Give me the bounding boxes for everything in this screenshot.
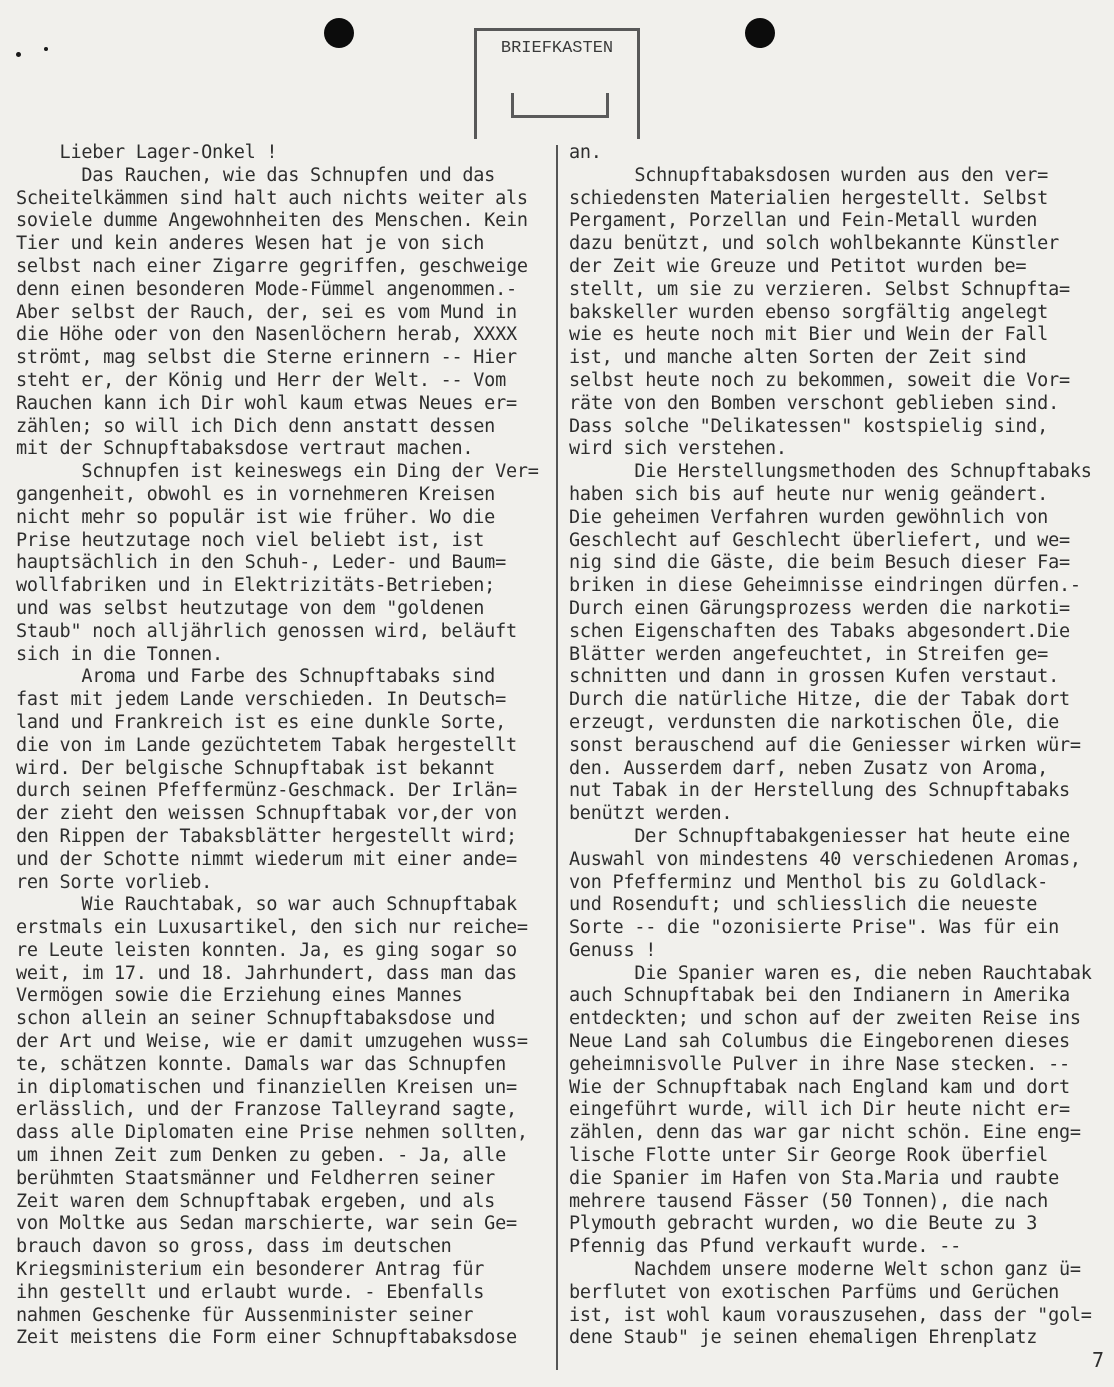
- text-line: benützt werden.: [569, 803, 733, 825]
- ink-speck: [16, 52, 21, 57]
- text-line: Dass solche "Delikatessen" kostspielig sind,: [569, 415, 1049, 437]
- text-line: Die Herstellungsmethoden des Schnupftabaks: [569, 461, 1092, 483]
- text-line: Auswahl von mindestens 40 verschiedenen Aromas,: [569, 848, 1081, 870]
- text-line: die Höhe oder von den Nasenlöchern herab, XXXX: [16, 324, 517, 346]
- text-line: lische Flotte unter Sir George Rook überfiel: [569, 1145, 1049, 1167]
- text-line: Durch die natürliche Hitze, die der Tabak dort: [569, 689, 1070, 711]
- text-line: schen Eigenschaften des Tabaks abgesondert.Die: [569, 620, 1070, 642]
- text-line: an.: [569, 142, 602, 163]
- text-line: weit, im 17. und 18. Jahrhundert, dass man das: [16, 962, 517, 984]
- text-line: in diplomatischen und finanziellen Kreisen un=: [16, 1076, 517, 1098]
- text-line: Pergament, Porzellan und Fein-Metall wurden: [569, 210, 1038, 232]
- text-line: ihn gestellt und erlaubt wurde. - Ebenfalls: [16, 1281, 485, 1303]
- text-line: nicht mehr so populär ist wie früher. Wo die: [16, 506, 496, 528]
- text-line: ist, und manche alten Sorten der Zeit sind: [569, 347, 1027, 369]
- text-line: Prise heutzutage noch viel beliebt ist, ist: [16, 529, 485, 551]
- text-line: Zeit meistens die Form einer Schnupftabaksdose: [16, 1327, 517, 1349]
- text-line: geheimnisvolle Pulver in ihre Nase stecken. --: [569, 1053, 1070, 1075]
- text-line: Schnupfen ist keineswegs ein Ding der Ver=: [16, 461, 539, 483]
- text-line: berflutet von exotischen Parfüms und Gerüchen: [569, 1281, 1059, 1303]
- text-line: dene Staub" je seinen ehemaligen Ehrenplatz: [569, 1327, 1038, 1349]
- text-line: erlässlich, und der Franzose Talleyrand sagte,: [16, 1099, 517, 1121]
- text-line: ren Sorte vorlieb.: [16, 871, 212, 893]
- text-line: Nachdem unsere moderne Welt schon ganz ü=: [569, 1259, 1081, 1281]
- text-line: der zieht den weissen Schnupftabak vor,der von: [16, 803, 517, 825]
- punch-hole-left: [324, 18, 354, 48]
- text-line: Scheitelkämmen sind halt auch nichts weiter als: [16, 187, 528, 209]
- text-line: mit der Schnupftabaksdose vertraut machen.: [16, 438, 474, 460]
- column-divider: [556, 145, 558, 1370]
- text-line: Neue Land sah Columbus die Eingeborenen dieses: [569, 1031, 1070, 1053]
- text-line: Das Rauchen, wie das Schnupfen und das: [16, 164, 496, 186]
- text-line: um ihnen Zeit zum Denken zu geben. - Ja, alle: [16, 1145, 506, 1167]
- text-line: fast mit jedem Lande verschieden. In Deutsch=: [16, 689, 506, 711]
- text-line: nut Tabak in der Herstellung des Schnupftabaks: [569, 780, 1070, 802]
- punch-hole-right: [745, 18, 775, 48]
- text-line: wollfabriken und in Elektrizitäts-Betrieben;: [16, 575, 496, 597]
- text-line: Schnupftabaksdosen wurden aus den ver=: [569, 164, 1049, 186]
- text-line: haben sich bis auf heute nur wenig geändert.: [569, 483, 1049, 505]
- text-line: schiedensten Materialien hergestellt. Selbst: [569, 187, 1049, 209]
- text-line: dass alle Diplomaten eine Prise nehmen sollten,: [16, 1122, 528, 1144]
- text-line: Der Schnupftabakgeniesser hat heute eine: [569, 825, 1070, 847]
- text-line: sonst berauschend auf die Geniesser wirken wür=: [569, 734, 1081, 756]
- text-line: brauch davon so gross, dass im deutschen: [16, 1236, 452, 1258]
- text-line: dazu benützt, und solch wohlbekannte Künstler: [569, 233, 1059, 255]
- text-line: Kriegsministerium ein besonderer Antrag für: [16, 1259, 485, 1281]
- text-line: ist, ist wohl kaum vorauszusehen, dass der "gol=: [569, 1304, 1092, 1326]
- text-line: Blätter werden angefeuchtet, in Streifen ge=: [569, 643, 1049, 665]
- text-line: bakskeller wurden ebenso sorgfältig angelegt: [569, 301, 1049, 323]
- text-line: Aroma und Farbe des Schnupftabaks sind: [16, 666, 496, 688]
- text-line: land und Frankreich ist es eine dunkle Sorte,: [16, 711, 506, 733]
- text-line: denn einen besonderen Mode-Fümmel angenommen.-: [16, 278, 517, 300]
- text-line: wie es heute noch mit Bier und Wein der Fall: [569, 324, 1049, 346]
- text-line: Die geheimen Verfahren wurden gewöhnlich von: [569, 506, 1049, 528]
- text-line: mehrere tausend Fässer (50 Tonnen), die nach: [569, 1190, 1049, 1212]
- text-line: nig sind die Gäste, die beim Besuch dieser Fa=: [569, 552, 1070, 574]
- text-line: strömt, mag selbst die Sterne erinnern -- Hier: [16, 347, 517, 369]
- text-line: Aber selbst der Rauch, der, sei es vom Mund in: [16, 301, 517, 323]
- text-line: Rauchen kann ich Dir wohl kaum etwas Neues er=: [16, 392, 517, 414]
- text-line: Geschlecht auf Geschlecht überliefert, und we=: [569, 529, 1070, 551]
- left-column-text: [16, 142, 556, 1350]
- text-line: Wie Rauchtabak, so war auch Schnupftabak: [16, 894, 517, 916]
- text-line: erzeugt, verdunsten die narkotischen Öle, die: [569, 711, 1059, 733]
- text-line: Durch einen Gärungsprozess werden die narkoti=: [569, 597, 1070, 619]
- text-line: der Zeit wie Greuze und Petitot wurden be=: [569, 255, 1027, 277]
- text-line: den. Ausserdem darf, neben Zusatz von Aroma,: [569, 757, 1049, 779]
- text-line: erstmals ein Luxusartikel, den sich nur reiche=: [16, 917, 528, 939]
- text-line: zählen; so will ich Dich denn anstatt dessen: [16, 415, 496, 437]
- text-line: wird sich verstehen.: [569, 438, 787, 460]
- text-line: und Rosenduft; und schliesslich die neueste: [569, 894, 1038, 916]
- text-line: von Pfefferminz und Menthol bis zu Goldlack-: [569, 871, 1049, 893]
- text-line: selbst nach einer Zigarre gegriffen, geschweige: [16, 255, 528, 277]
- text-line: hauptsächlich in den Schuh-, Leder- und Baum=: [16, 552, 506, 574]
- text-line: und was selbst heutzutage von dem "goldenen: [16, 597, 485, 619]
- text-line: Wie der Schnupftabak nach England kam und dort: [569, 1076, 1070, 1098]
- text-line: sich in die Tonnen.: [16, 643, 223, 665]
- right-column-text: [569, 142, 1107, 1350]
- text-line: Genuss !: [569, 939, 657, 961]
- text-line: räte von den Bomben verschont geblieben sind.: [569, 392, 1059, 414]
- text-line: auch Schnupftabak bei den Indianern in Amerika: [569, 985, 1070, 1007]
- text-line: durch seinen Pfeffermünz-Geschmack. Der Irlän=: [16, 780, 517, 802]
- text-line: nahmen Geschenke für Aussenminister seiner: [16, 1304, 474, 1326]
- text-line: zählen, denn das war gar nicht schön. Eine eng=: [569, 1122, 1081, 1144]
- text-line: briken in diese Geheimnisse eindringen dürfen.-: [569, 575, 1081, 597]
- ink-speck: [44, 47, 48, 51]
- text-line: gangenheit, obwohl es in vornehmeren Kreisen: [16, 483, 496, 505]
- briefkasten-header-box: [474, 28, 640, 139]
- text-line: die von im Lande gezüchtetem Tabak hergestellt: [16, 734, 517, 756]
- text-line: Plymouth gebracht wurden, wo die Beute zu 3: [569, 1213, 1038, 1235]
- text-line: entdeckten; und schon auf der zweiten Reise ins: [569, 1008, 1081, 1030]
- text-line: schon allein an seiner Schnupftabaksdose und: [16, 1008, 496, 1030]
- text-line: eingeführt wurde, will ich Dir heute nicht er=: [569, 1099, 1070, 1121]
- text-line: Staub" noch alljährlich genossen wird, beläuft: [16, 620, 517, 642]
- text-line: die Spanier im Hafen von Sta.Maria und raubte: [569, 1167, 1059, 1189]
- text-line: re Leute leisten konnten. Ja, es ging sogar so: [16, 939, 517, 961]
- text-line: selbst heute noch zu bekommen, soweit die Vor=: [569, 369, 1070, 391]
- text-line: steht er, der König und Herr der Welt. -- Vom: [16, 369, 506, 391]
- text-line: den Rippen der Tabaksblätter hergestellt wird;: [16, 825, 517, 847]
- text-line: Lieber Lager-Onkel !: [16, 142, 278, 163]
- text-line: wird. Der belgische Schnupftabak ist bekannt: [16, 757, 496, 779]
- mailbox-slot-icon: [511, 93, 609, 118]
- text-line: Vermögen sowie die Erziehung eines Mannes: [16, 985, 463, 1007]
- section-title: BRIEFKASTEN: [500, 39, 614, 58]
- text-line: schnitten und dann in grossen Kufen verstaut.: [569, 666, 1059, 688]
- text-line: Die Spanier waren es, die neben Rauchtabak: [569, 962, 1092, 984]
- text-line: und der Schotte nimmt wiederum mit einer ande=: [16, 848, 517, 870]
- text-line: Tier und kein anderes Wesen hat je von sich: [16, 233, 485, 255]
- text-line: von Moltke aus Sedan marschierte, war sein Ge=: [16, 1213, 517, 1235]
- text-line: soviele dumme Angewohnheiten des Menschen. Kein: [16, 210, 528, 232]
- text-line: Sorte -- die "ozonisierte Prise". Was für ein: [569, 917, 1059, 939]
- text-line: te, schätzen konnte. Damals war das Schnupfen: [16, 1053, 506, 1075]
- text-line: der Art und Weise, wie er damit umzugehen wuss=: [16, 1031, 528, 1053]
- text-line: Zeit waren dem Schnupftabak ergeben, und als: [16, 1190, 496, 1212]
- text-line: stellt, um sie zu verzieren. Selbst Schnupfta=: [569, 278, 1070, 300]
- page-number: 7: [1091, 1348, 1104, 1372]
- text-line: Pfennig das Pfund verkauft wurde. --: [569, 1236, 961, 1258]
- text-line: berühmten Staatsmänner und Feldherren seiner: [16, 1167, 496, 1189]
